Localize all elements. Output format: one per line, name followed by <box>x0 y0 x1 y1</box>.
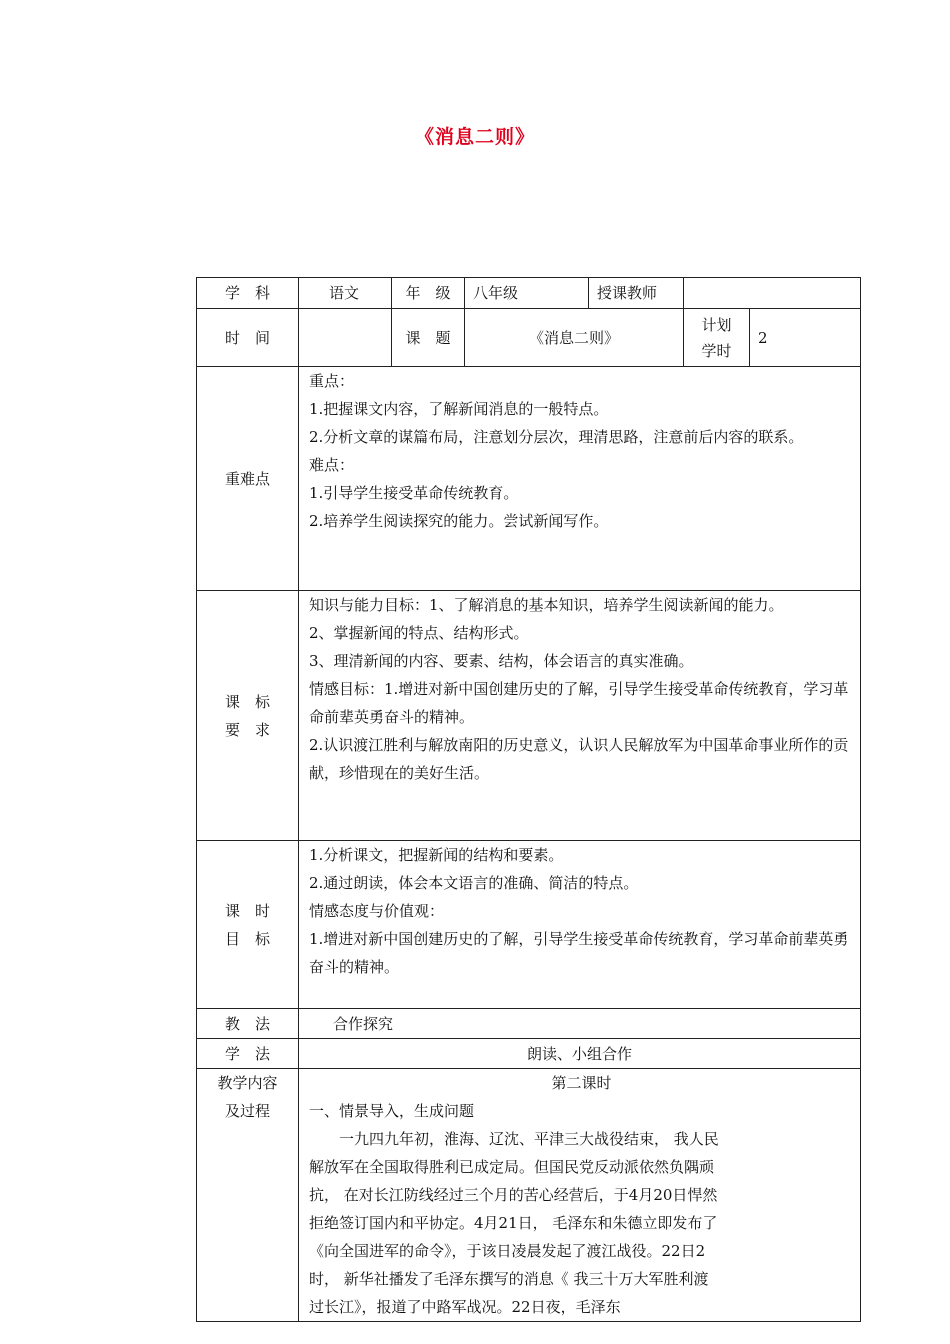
plan-hours-label <box>684 309 750 367</box>
teaching-method-label: 教 法 <box>197 1009 299 1039</box>
plan-label-line1: 计划 <box>701 315 732 334</box>
process-paragraph-line: 一九四九年初，淮海、辽沈、平津三大战役结束， 我人民 <box>339 1130 719 1148</box>
row-subject <box>197 278 861 309</box>
row-time <box>197 309 861 367</box>
time-value <box>299 309 392 367</box>
subject-label: 学 科 <box>197 278 299 309</box>
standards-line: 3、理清新闻的内容、要素、结构，体会语言的真实准确。 <box>309 652 694 670</box>
key-points-line: 重点： <box>309 372 355 390</box>
lesson-goals-label <box>197 841 299 1009</box>
teacher-value <box>684 278 861 309</box>
lesson-goals-line: 1.分析课文，把握新闻的结构和要素。 <box>309 846 564 864</box>
row-standards <box>197 591 861 841</box>
row-lesson-goals <box>197 841 861 1009</box>
topic-value: 《消息二则》 <box>465 309 684 367</box>
time-label: 时 间 <box>197 309 299 367</box>
process-paragraph-line: 解放军在全国取得胜利已成定局。但国民党反动派依然负隅顽 <box>309 1158 715 1176</box>
process-section-title: 一、情景导入，生成问题 <box>309 1102 475 1120</box>
teaching-method-value: 合作探究 <box>299 1009 861 1039</box>
process-label <box>197 1069 299 1322</box>
process-label-line1: 教学内容 <box>217 1074 278 1092</box>
lesson-goals-label-line2: 目 标 <box>224 929 270 948</box>
learning-method-value: 朗读、小组合作 <box>299 1039 861 1069</box>
lesson-goals-line: 情感态度与价值观： <box>309 902 445 920</box>
key-points-label: 重难点 <box>197 367 299 591</box>
grade-value: 八年级 <box>465 278 589 309</box>
standards-line: 2.认识渡江胜利与解放南阳的历史意义，认识人民解放军为中国革命事业所作的贡献，珍惜现在的美好生活。 <box>309 736 849 782</box>
row-key-points <box>197 367 861 591</box>
grade-label: 年 级 <box>392 278 465 309</box>
standards-label <box>197 591 299 841</box>
lesson-goals-content <box>299 841 861 1009</box>
row-teaching-method <box>197 1009 861 1039</box>
row-process <box>197 1069 861 1322</box>
process-paragraph-line: 过长江》，报道了中路军战况。22日夜，毛泽东 <box>309 1298 621 1316</box>
key-points-line: 1.引导学生接受革命传统教育。 <box>309 484 519 502</box>
lesson-goals-line: 2.通过朗读，体会本文语言的准确、简洁的特点。 <box>309 874 639 892</box>
plan-label-line2: 学时 <box>701 341 732 360</box>
learning-method-label: 学 法 <box>197 1039 299 1069</box>
key-points-line: 难点： <box>309 456 355 474</box>
process-paragraph-line: 拒绝签订国内和平协定。4月21日， 毛泽东和朱德立即发布了 <box>309 1214 718 1232</box>
key-points-line: 2.分析文章的谋篇布局，注意划分层次，理清思路，注意前后内容的联系。 <box>309 428 804 446</box>
lesson-goals-label-line1: 课 时 <box>224 901 270 920</box>
standards-label-line1: 课 标 <box>224 692 270 711</box>
subject-value: 语文 <box>299 278 392 309</box>
lesson-plan-table <box>196 277 861 1322</box>
lesson-goals-line: 1.增进对新中国创建历史的了解，引导学生接受革命传统教育，学习革命前辈英勇奋斗的精神。 <box>309 930 849 976</box>
teacher-label: 授课教师 <box>589 278 684 309</box>
process-label-line2: 及过程 <box>224 1102 270 1120</box>
standards-line: 2、掌握新闻的特点、结构形式。 <box>309 624 529 642</box>
process-content <box>299 1069 861 1322</box>
standards-line: 知识与能力目标：1、了解消息的基本知识，培养学生阅读新闻的能力。 <box>309 596 784 614</box>
key-points-content <box>299 367 861 591</box>
process-paragraph-line: 抗， 在对长江防线经过三个月的苦心经营后，于4月20日悍然 <box>309 1186 718 1204</box>
key-points-line: 2.培养学生阅读探究的能力。尝试新闻写作。 <box>309 512 609 530</box>
row-learning-method <box>197 1039 861 1069</box>
topic-label: 课 题 <box>392 309 465 367</box>
key-points-line: 1.把握课文内容，了解新闻消息的一般特点。 <box>309 400 609 418</box>
standards-content <box>299 591 861 841</box>
document-title: 《消息二则》 <box>414 126 535 148</box>
process-paragraph-line: 《向全国进军的命令》，于该日凌晨发起了渡江战役。22日2 <box>309 1242 706 1260</box>
standards-line: 情感目标：1.增进对新中国创建历史的了解，引导学生接受革命传统教育，学习革命前辈英勇奋斗的精神。 <box>309 680 849 726</box>
plan-hours-value: 2 <box>750 309 861 367</box>
process-heading: 第二课时 <box>551 1074 612 1092</box>
process-paragraph-line: 时， 新华社播发了毛泽东撰写的消息《 我三十万大军胜利渡 <box>309 1270 709 1288</box>
standards-label-line2: 要 求 <box>224 720 270 739</box>
